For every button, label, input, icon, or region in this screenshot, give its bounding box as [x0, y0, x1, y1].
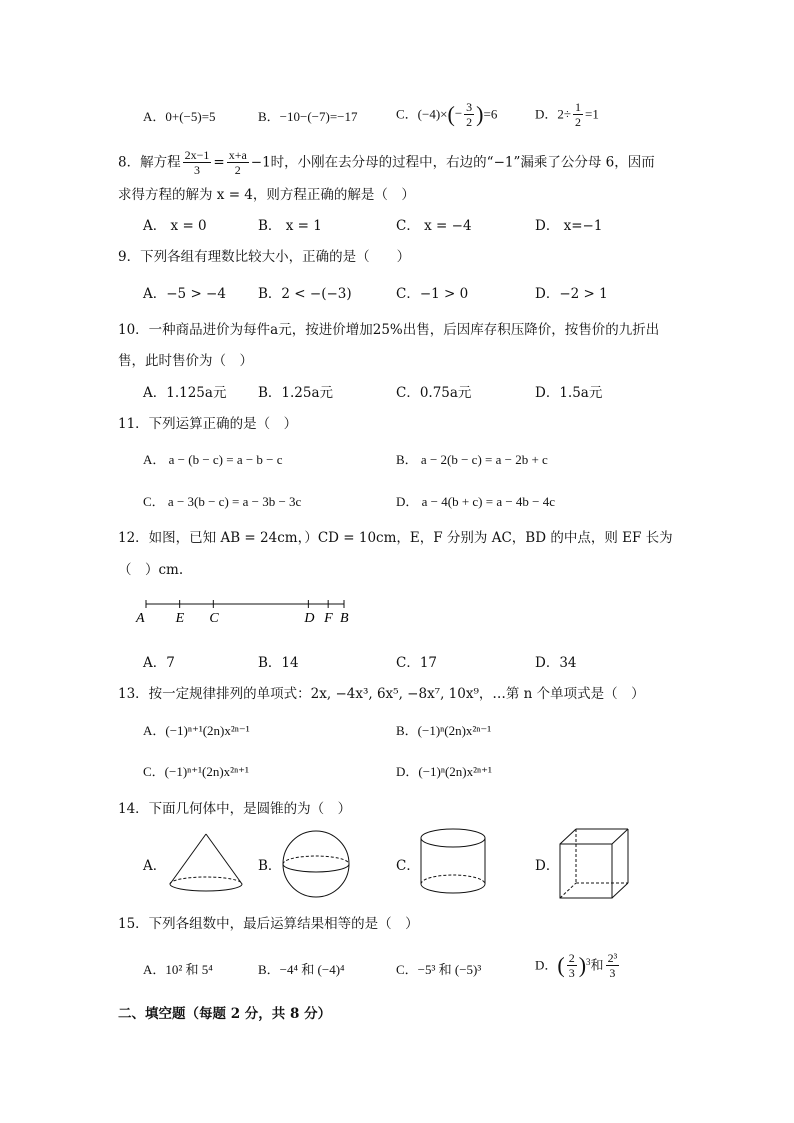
q9-stem: 9．下列各组有理数比较大小，正确的是（ ） — [118, 249, 411, 265]
q15-option-a[interactable]: A．10² 和 5⁴ — [143, 962, 213, 977]
q8-option-b[interactable]: B． x = 1 — [258, 218, 322, 234]
q12-options — [0, 652, 794, 676]
q13-options-row1 — [0, 720, 794, 744]
q14-options — [0, 855, 794, 879]
q15-option-c[interactable]: C．−5³ 和 (−5)³ — [396, 962, 482, 977]
q12-line2: （ ）cm. — [118, 562, 184, 578]
cone-icon[interactable] — [164, 830, 248, 894]
q9-option-d[interactable]: D．−2 > 1 — [535, 286, 608, 302]
q11-option-a[interactable]: A． a − (b − c) = a − b − c — [143, 452, 283, 467]
q8-line2: 求得方程的解为 x = 4，则方程正确的解是（ ） — [118, 187, 415, 203]
q13-option-b[interactable]: B．(−1)ⁿ(2n)x²ⁿ⁻¹ — [396, 723, 492, 738]
point-label-B: B — [340, 611, 349, 626]
q13-option-d[interactable]: D．(−1)ⁿ(2n)x²ⁿ⁺¹ — [396, 764, 492, 779]
section-2-heading: 二、填空题（每题 2 分，共 8 分） — [118, 1006, 332, 1022]
q8-line1: 8．解方程 $\frac{2x-1}{3}$ = $\frac{x+a}{2}$ −1时，小刚在去分母的过程中，右边的“−1”漏乘了公分母 6，因而 — [118, 148, 655, 177]
q13-stem: 13．按一定规律排列的单项式：2x, −4x³, 6x⁵, −8x⁷, 10x⁹，…第 n 个单项式是（ ） — [118, 686, 645, 702]
q14-option-d-label[interactable]: D． — [535, 858, 560, 874]
q11-options-row2 — [0, 491, 794, 515]
q14-stem: 14．下面几何体中，是圆锥的为（ ） — [118, 801, 352, 817]
point-label-C: C — [209, 611, 219, 626]
q9-option-c[interactable]: C．−1 > 0 — [396, 286, 469, 302]
point-label-A: A — [136, 611, 145, 626]
q12-line1: 12．如图，已知 AB = 24cm，）CD = 10cm，E，F 分别为 AC，BD 的中点，则 EF 长为 — [118, 530, 673, 546]
q12-option-a[interactable]: A．7 — [143, 655, 175, 671]
q11-options-row1 — [0, 449, 794, 473]
q15-option-b[interactable]: B．−4⁴ 和 (−4)⁴ — [258, 962, 345, 977]
q15-stem: 15．下列各组数中，最后运算结果相等的是（ ） — [118, 916, 419, 932]
q10-option-c[interactable]: C．0.75a元 — [396, 385, 472, 401]
q12-option-b[interactable]: B．14 — [258, 655, 299, 671]
q13-option-a[interactable]: A．(−1)ⁿ⁺¹(2n)x²ⁿ⁻¹ — [143, 723, 250, 738]
q10-options — [0, 382, 794, 406]
q11-option-c[interactable]: C． a − 3(b − c) = a − 3b − 3c — [143, 494, 302, 509]
q8-options — [0, 215, 794, 239]
q11-stem: 11．下列运算正确的是（ ） — [118, 416, 298, 432]
q7-option-d[interactable]: D．2÷ $\frac{1}{2}$ =1 — [535, 100, 599, 129]
point-label-F: F — [324, 611, 333, 626]
point-label-D: D — [304, 611, 315, 626]
q10-line2: 售，此时售价为（ ） — [118, 353, 253, 369]
q12-segment-figure — [130, 596, 360, 630]
q9-option-a[interactable]: A．−5 > −4 — [143, 286, 226, 302]
q10-option-b[interactable]: B．1.25a元 — [258, 385, 334, 401]
q8-option-c[interactable]: C． x = −4 — [396, 218, 472, 234]
q7-option-b[interactable]: B．−10−(−7)=−17 — [258, 109, 358, 124]
cube-icon[interactable] — [556, 826, 632, 902]
q7-option-a[interactable]: A．0+(−5)=5 — [143, 109, 216, 124]
q11-option-b[interactable]: B． a − 2(b − c) = a − 2b + c — [396, 452, 548, 467]
q8-option-a[interactable]: A． x = 0 — [143, 218, 207, 234]
q13-option-c[interactable]: C．(−1)ⁿ⁺¹(2n)x²ⁿ⁺¹ — [143, 764, 249, 779]
q15-options — [0, 951, 794, 983]
q14-option-a-label[interactable]: A． — [143, 858, 167, 874]
q11-option-d[interactable]: D． a − 4(b + c) = a − 4b − 4c — [396, 494, 556, 509]
q7-options — [0, 100, 794, 130]
q12-option-c[interactable]: C．17 — [396, 655, 438, 671]
q10-option-d[interactable]: D．1.5a元 — [535, 385, 603, 401]
q9-option-b[interactable]: B．2 < −(−3) — [258, 286, 352, 302]
q13-options-row2 — [0, 761, 794, 785]
sphere-icon[interactable] — [280, 828, 352, 900]
q10-line1: 10．一种商品进价为每件a元，按进价增加25%出售，后因库存积压降价，按售价的九折出 — [118, 322, 660, 338]
point-label-E: E — [175, 611, 185, 626]
q14-option-b-label[interactable]: B． — [258, 858, 282, 874]
q10-option-a[interactable]: A．1.125a元 — [143, 385, 227, 401]
q9-options — [0, 283, 794, 307]
q15-option-d[interactable]: D．( $\frac{2}{3}$ )$^3$和 $\frac{\text{2³}}{3}$ — [535, 951, 618, 980]
q14-option-c-label[interactable]: C． — [396, 858, 420, 874]
q12-option-d[interactable]: D．34 — [535, 655, 577, 671]
cylinder-icon[interactable] — [418, 826, 490, 898]
q8-option-d[interactable]: D． x=−1 — [535, 218, 603, 234]
q7-option-c[interactable]: C．(−4)×(− $\frac{3}{2}$ )=6 — [396, 100, 498, 129]
